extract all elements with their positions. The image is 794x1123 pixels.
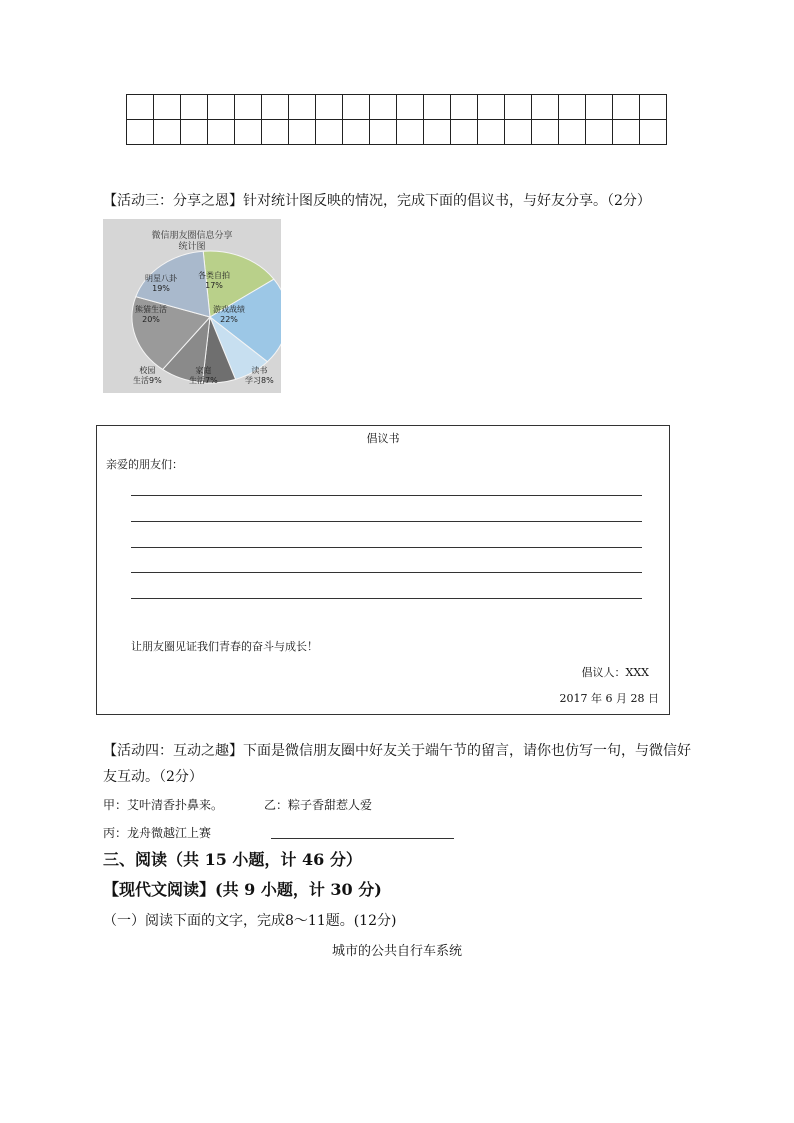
activity4-prompt-line2: 友互动。（2分） [103, 769, 203, 785]
grid-cell[interactable] [343, 120, 370, 145]
proposal-signer: 倡议人：XXX [581, 666, 649, 679]
chart-title-line2: 统计图 [178, 242, 206, 252]
slice-label-family: 家庭 生活7% [189, 366, 218, 385]
example-bing: 丙：龙舟微越江上赛 [103, 826, 212, 840]
proposal-title: 倡议书 [366, 432, 400, 445]
proposal-date: 2017 年 6 月 28 日 [559, 692, 659, 705]
grid-cell[interactable] [235, 95, 262, 120]
slice-label-campus: 校园 生活9% [133, 366, 162, 385]
grid-cell[interactable] [208, 95, 235, 120]
grid-cell[interactable] [127, 95, 154, 120]
grid-cell[interactable] [208, 120, 235, 145]
activity3-prompt: 【活动三：分享之恩】针对统计图反映的情况，完成下面的倡议书，与好友分享。（2分） [103, 193, 651, 209]
grid-cell[interactable] [505, 95, 532, 120]
writing-line-4[interactable] [131, 572, 642, 573]
grid-cell[interactable] [478, 120, 505, 145]
grid-cell[interactable] [559, 95, 586, 120]
slice-label-selfie: 各类自拍 17% [198, 271, 230, 290]
grid-cell[interactable] [505, 120, 532, 145]
grid-cell[interactable] [316, 95, 343, 120]
section3-heading: 三、阅读（共 15 小题，计 46 分） [103, 850, 362, 869]
chart-title-line1: 微信朋友圈信息分享 [151, 231, 233, 241]
grid-cell[interactable] [451, 95, 478, 120]
grid-cell[interactable] [478, 95, 505, 120]
grid-cell[interactable] [640, 95, 667, 120]
grid-cell[interactable] [181, 120, 208, 145]
grid-cell[interactable] [613, 95, 640, 120]
grid-cell[interactable] [370, 120, 397, 145]
proposal-box [96, 425, 670, 715]
section3-instruction: （一）阅读下面的文字，完成8～11题。(12分) [103, 913, 397, 929]
grid-cell[interactable] [424, 95, 451, 120]
writing-line-2[interactable] [131, 521, 642, 522]
proposal-greeting: 亲爱的朋友们： [106, 458, 183, 471]
grid-cell[interactable] [559, 120, 586, 145]
grid-cell[interactable] [613, 120, 640, 145]
grid-cell[interactable] [532, 95, 559, 120]
grid-cell[interactable] [289, 95, 316, 120]
grid-cell[interactable] [370, 95, 397, 120]
slice-label-reading: 读书 学习8% [245, 366, 274, 385]
activity4-prompt-line1: 【活动四：互动之趣】下面是微信朋友圈中好友关于端午节的留言，请你也仿写一句，与微信好 [103, 743, 691, 759]
grid-cell[interactable] [424, 120, 451, 145]
grid-cell[interactable] [397, 120, 424, 145]
slice-label-celebrity: 明星八卦 19% [145, 274, 177, 293]
grid-row [127, 120, 667, 145]
writing-grid [126, 94, 667, 145]
grid-cell[interactable] [397, 95, 424, 120]
grid-row [127, 95, 667, 120]
grid-cell[interactable] [262, 95, 289, 120]
example-yi: 乙：粽子香甜惹人爱 [264, 798, 373, 812]
grid-cell[interactable] [316, 120, 343, 145]
writing-line-5[interactable] [131, 598, 642, 599]
section3-subheading: 【现代文阅读】(共 9 小题，计 30 分) [103, 880, 382, 899]
grid-cell[interactable] [154, 120, 181, 145]
grid-cell[interactable] [235, 120, 262, 145]
slice-label-panda: 熊猫生活 20% [135, 305, 167, 324]
writing-line-3[interactable] [131, 547, 642, 548]
article-title: 城市的公共自行车系统 [331, 944, 462, 959]
pie-chart-image [103, 219, 281, 393]
grid-cell[interactable] [532, 120, 559, 145]
grid-cell[interactable] [586, 120, 613, 145]
slice-label-game: 游戏战绩 22% [213, 305, 245, 324]
answer-blank[interactable] [271, 838, 454, 839]
proposal-closing: 让朋友圈见证我们青春的奋斗与成长！ [131, 640, 318, 653]
grid-cell[interactable] [640, 120, 667, 145]
grid-cell[interactable] [154, 95, 181, 120]
grid-cell[interactable] [262, 120, 289, 145]
grid-cell[interactable] [181, 95, 208, 120]
grid-cell[interactable] [127, 120, 154, 145]
grid-cell[interactable] [343, 95, 370, 120]
example-jia: 甲：艾叶清香扑鼻来。 [103, 798, 224, 812]
grid-cell[interactable] [451, 120, 478, 145]
grid-cell[interactable] [586, 95, 613, 120]
grid-cell[interactable] [289, 120, 316, 145]
writing-line-1[interactable] [131, 495, 642, 496]
